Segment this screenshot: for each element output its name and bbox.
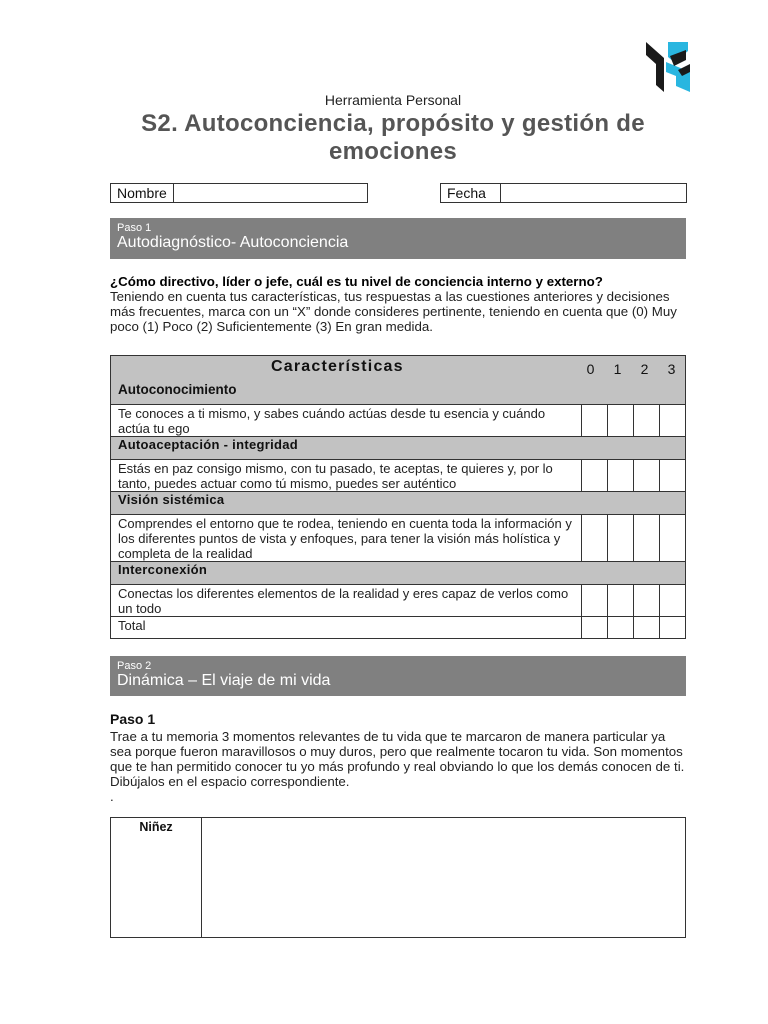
step2-title: Dinámica – El viaje de mi vida (117, 672, 331, 689)
step1-instructions: Teniendo en cuenta tus características, tus respuestas a las cuestiones anteriores y decisiones más frecuentes, marca con un “X” donde consideres pertinente, teniendo en cuenta que (0) Muy poco (1) Poco (2) Suficientemente (3) En gran medida. (110, 289, 677, 334)
step1-question: ¿Cómo directivo, líder o jefe, cuál es tu nivel de conciencia interno y externo? (110, 274, 603, 289)
ninez-label: Niñez (111, 818, 202, 937)
step2-subheading: Paso 1 (110, 711, 156, 727)
checkbox-3[interactable] (660, 460, 686, 492)
table-row (111, 405, 686, 437)
checkbox-0[interactable] (582, 460, 608, 492)
drawing-box-ninez (110, 817, 686, 938)
step2-instructions (110, 729, 686, 804)
checkbox-0[interactable] (582, 515, 608, 562)
step2-paso-label: Paso 2 (117, 660, 152, 672)
checkbox-1[interactable] (608, 460, 634, 492)
table-header (111, 356, 686, 405)
total-row (111, 617, 686, 639)
table-row (111, 585, 686, 617)
name-field[interactable] (110, 183, 368, 203)
scale-3: 3 (667, 361, 676, 377)
step1-banner (110, 218, 686, 259)
checkbox-2[interactable] (634, 515, 660, 562)
category-autoconocimiento: Autoconocimiento (118, 382, 237, 397)
step2-dot: . (110, 789, 114, 804)
ninez-drawing-area[interactable] (202, 818, 685, 937)
step1-title: Autodiagnóstico- Autoconciencia (117, 234, 349, 251)
date-field[interactable] (440, 183, 687, 203)
document-title: S2. Autoconciencia, propósito y gestión de emociones (141, 110, 645, 165)
total-3[interactable] (660, 617, 686, 639)
checkbox-1[interactable] (608, 585, 634, 617)
category-autoaceptacion: Autoaceptación - integridad (111, 437, 686, 460)
scale-2: 2 (640, 361, 649, 377)
category-interconexion: Interconexión (111, 562, 686, 585)
total-2[interactable] (634, 617, 660, 639)
checkbox-0[interactable] (582, 405, 608, 437)
table-header-title: Características (271, 358, 404, 375)
step2-banner (110, 656, 686, 696)
total-label: Total (111, 617, 582, 639)
name-input[interactable] (174, 184, 367, 202)
logo-icon (644, 42, 690, 92)
step1-description (110, 274, 686, 334)
date-label: Fecha (441, 184, 501, 202)
table-row (111, 515, 686, 562)
item-text: Comprendes el entorno que te rodea, teniendo en cuenta toda la información y los diferentes puntos de vista y enfoques, para tener la visión más holística y completa de la realidad (111, 515, 582, 562)
scale-header (577, 361, 685, 377)
checkbox-2[interactable] (634, 405, 660, 437)
total-1[interactable] (608, 617, 634, 639)
table-row (111, 460, 686, 492)
checkbox-3[interactable] (660, 515, 686, 562)
item-text: Estás en paz consigo mismo, con tu pasado, te aceptas, te quieres y, por lo tanto, puedes actuar como tú mismo, puedes ser auténtico (111, 460, 582, 492)
checkbox-3[interactable] (660, 585, 686, 617)
checkbox-3[interactable] (660, 405, 686, 437)
checkbox-1[interactable] (608, 515, 634, 562)
step1-paso-label: Paso 1 (117, 222, 152, 234)
scale-0: 0 (586, 361, 595, 377)
item-text: Conectas los diferentes elementos de la realidad y eres capaz de verlos como un todo (111, 585, 582, 617)
name-label: Nombre (111, 184, 174, 202)
document-subtitle: Herramienta Personal (324, 92, 462, 108)
characteristics-table (110, 355, 686, 639)
checkbox-1[interactable] (608, 405, 634, 437)
date-input[interactable] (501, 184, 686, 202)
checkbox-0[interactable] (582, 585, 608, 617)
total-0[interactable] (582, 617, 608, 639)
checkbox-2[interactable] (634, 585, 660, 617)
checkbox-2[interactable] (634, 460, 660, 492)
scale-1: 1 (613, 361, 622, 377)
item-text: Te conoces a ti mismo, y sabes cuándo actúas desde tu esencia y cuándo actúa tu ego (111, 405, 582, 437)
step2-instructions-text: Trae a tu memoria 3 momentos relevantes de tu vida que te marcaron de manera particular ya sea porque fueron maravillosos o muy duros, pero que realmente tocaron tu vida. Son momentos que te han permitido conocer tu yo más profundo y real obviando lo que los demás conocen de ti. Dibújalos en el espacio correspondiente. (110, 729, 685, 789)
category-vision-sistemica: Visión sistémica (111, 492, 686, 515)
